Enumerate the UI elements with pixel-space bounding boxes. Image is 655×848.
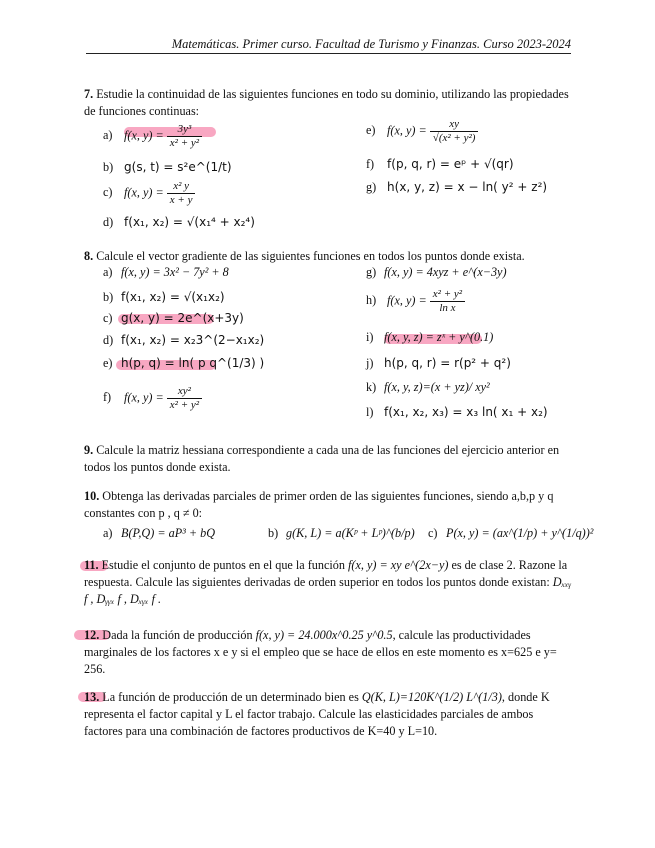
ex8-item-i: i) f(x, y, z) = zˣ + y^(0.1) (366, 330, 494, 344)
ex8-item-d: d) f(x₁, x₂) = x₂3^(2−x₁x₂) (103, 333, 265, 347)
ex8-item-c: c) g(x, y) = 2e^(x+3y) (103, 311, 244, 325)
ex8-item-h: h) f(x, y) = $\frac{\text{x² + y²}}{\text{ln x}}$ (366, 288, 465, 315)
header-rule (86, 53, 571, 54)
fraction: $\frac{\text{3y³}}{\text{x² + y²}}$ (167, 123, 202, 150)
exercise-11 (84, 557, 574, 608)
exercise-text: Estudie la continuidad de las siguientes funciones en todo su dominio, utilizando las propiedades de funciones continuas: (84, 87, 569, 118)
ex8-item-j: j) h(p, q, r) = r(p² + q²) (366, 356, 511, 370)
exercise-number: 11. (84, 558, 99, 572)
ex8-item-e: e) h(p, q) = ln( p q^(1/3) ) (103, 356, 265, 370)
exercise-number: 9. (84, 443, 94, 457)
ex10-item-a: a) B(P,Q) = aP³ + bQ (103, 526, 216, 540)
formula: Q(K, L)=120K^(1/2) L^(1/3) (361, 690, 502, 704)
ex7-item-b: b) g(s, t) = s²e^(1/t) (103, 160, 232, 174)
ex8-item-f: f) f(x, y) = $\frac{\text{xy²}}{\text{x² + y²}}$ (103, 385, 202, 412)
exercise-13 (84, 689, 574, 740)
fraction: $\frac{\text{xy²}}{\text{x² + y²}}$ (167, 385, 202, 412)
exercise-text: , calcule las productividades marginales de los factores x e y si el empleo que se hace de ellos en este momento es x=625 e y= 256. (84, 628, 557, 676)
exercise-number: 7. (84, 87, 94, 101)
formula: Dₓₓᵧ f , Dᵧᵧₓ f , Dₓᵧₓ f . (84, 575, 572, 606)
ex8-item-g: g) f(x, y) = 4xyz + e^(x−3y) (366, 265, 507, 279)
ex7-item-d: d) f(x₁, x₂) = √(x₁⁴ + x₂⁴) (103, 215, 255, 229)
ex10-item-c: c) P(x, y) = (ax^(1/p) + y^(1/q))² (428, 526, 594, 540)
ex7-item-g: g) h(x, y, z) = x − ln( y² + z²) (366, 180, 548, 194)
exercise-text: , donde K representa el factor capital y L el factor trabajo. Calcule las elasticidades parciales de ambos factores para una combinación de factores productivos de K=40 y L=10. (84, 690, 550, 738)
exercise-text: es de clase 2. Razone la respuesta. Calcule las siguientes derivadas de orden superior en todos los puntos donde existan: (84, 558, 568, 589)
exercise-8 (84, 248, 574, 265)
fraction: $\frac{\text{x² + y²}}{\text{ln x}}$ (430, 288, 465, 315)
exercise-number: 13. (84, 690, 100, 704)
ex7-item-c: c) f(x, y) = $\frac{\text{x² y}}{x + y}$ (103, 180, 195, 207)
ex7-item-a: a) f(x, y) = $\frac{\text{3y³}}{\text{x² + y²}}$ (103, 123, 202, 150)
ex7-item-f: f) f(p, q, r) = eᵖ + √(qr) (366, 157, 514, 171)
exercise-number: 8. (84, 249, 94, 263)
exercise-number: 10. (84, 489, 100, 503)
ex10-item-b: b) g(K, L) = a(Kᵖ + Lᵖ)^(b/p) (268, 526, 415, 540)
ex8-item-k: k) f(x, y, z)=(x + yz)/ xy² (366, 380, 490, 394)
exercise-10 (84, 488, 574, 522)
exercise-12 (84, 627, 574, 678)
exercise-text: Estudie el conjunto de puntos en el que la función (101, 558, 345, 572)
exercise-text: Calcule el vector gradiente de las siguientes funciones en todos los puntos donde exista. (96, 249, 525, 263)
formula: f(x, y) = xy e^(2x−y) (348, 558, 449, 572)
exercise-9 (84, 442, 574, 476)
exercise-text: Dada la función de producción (102, 628, 253, 642)
ex7-item-e: e) f(x, y) = $\frac{xy}{\text{√(x² + y²)}}$ (366, 118, 478, 145)
exercise-number: 12. (84, 628, 100, 642)
fraction: $\frac{xy}{\text{√(x² + y²)}}$ (430, 118, 479, 145)
fraction: $\frac{\text{x² y}}{x + y}$ (167, 180, 196, 207)
exercise-text: Calcule la matriz hessiana correspondiente a cada una de las funciones del ejercicio anterior en todos los puntos donde exista. (84, 443, 560, 474)
ex8-item-l: l) f(x₁, x₂, x₃) = x₃ ln( x₁ + x₂) (366, 405, 548, 419)
ex8-item-a: a) f(x, y) = 3x² − 7y² + 8 (103, 265, 229, 279)
exercise-text: La función de producción de un determinado bien es (102, 690, 359, 704)
page-header: Matemáticas. Primer curso. Facultad de Turismo y Finanzas. Curso 2023-2024 (171, 37, 571, 51)
exercise-text: Obtenga las derivadas parciales de primer orden de las siguientes funciones, siendo a,b,p y q constantes con p , q ≠ 0: (84, 489, 554, 520)
formula: f(x, y) = 24.000x^0.25 y^0.5 (255, 628, 393, 642)
exercise-7 (84, 86, 574, 120)
ex8-item-b: b) f(x₁, x₂) = √(x₁x₂) (103, 290, 225, 304)
